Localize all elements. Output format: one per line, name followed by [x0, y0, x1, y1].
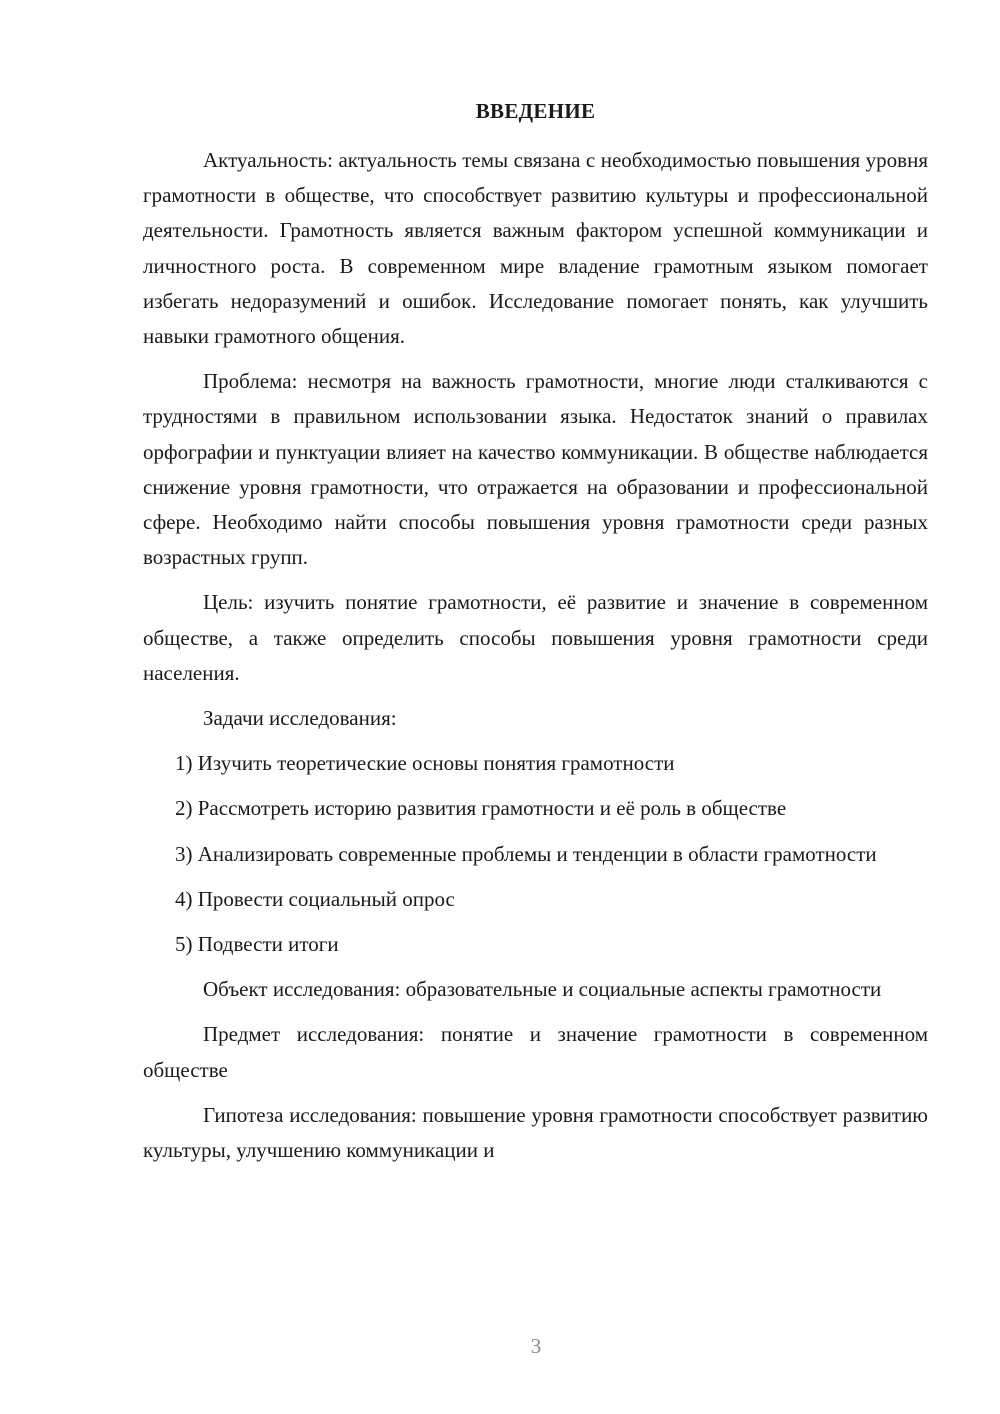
paragraph-hypothesis: Гипотеза исследования: повышение уровня грамотности способствует развитию культуры, улучшению коммуникации и [143, 1102, 928, 1163]
paragraph-problem: Проблема: несмотря на важность грамотности, многие люди сталкиваются с трудностями в правильном использовании языка. Недостаток знаний о правилах орфографии и пунктуации влияет на качество коммуникации. В обществе наблюдается снижение уровня грамотности, что отражается на образовании и профессиональной сфере. Необходимо найти способы повышения уровня грамотности среди разных возрастных групп. [143, 369, 928, 570]
section-title: ВВЕДЕНИЕ [475, 99, 596, 123]
paragraph-relevance: Актуальность: актуальность темы связана с необходимостью повышения уровня грамотности в обществе, что способствует развитию культуры и профессиональной деятельности. Грамотность является важным фактором успешной коммуникации и личностного роста. В современном мире владение грамотным языком помогает избегать недоразумений и ошибок. Исследование помогает понять, как улучшить навыки грамотного общения. [143, 148, 928, 349]
paragraph-object: Объект исследования: образовательные и социальные аспекты грамотности [203, 977, 882, 1002]
task-item: 1) Изучить теоретические основы понятия грамотности [175, 751, 675, 776]
task-item: 2) Рассмотреть историю развития грамотности и её роль в обществе [175, 796, 787, 821]
tasks-heading: Задачи исследования: [203, 706, 397, 731]
task-item: 3) Анализировать современные проблемы и тенденции в области грамотности [175, 841, 877, 866]
paragraph-subject: Предмет исследования: понятие и значение грамотности в современном обществе [143, 1022, 928, 1082]
paragraph-goal: Цель: изучить понятие грамотности, её развитие и значение в современном обществе, а также определить способы повышения уровня грамотности среди населения. [143, 590, 928, 685]
page-number: 3 [530, 1334, 542, 1358]
document-body [143, 143, 928, 1178]
task-item: 5) Подвести итоги [175, 932, 339, 957]
task-item: 4) Провести социальный опрос [175, 886, 455, 911]
